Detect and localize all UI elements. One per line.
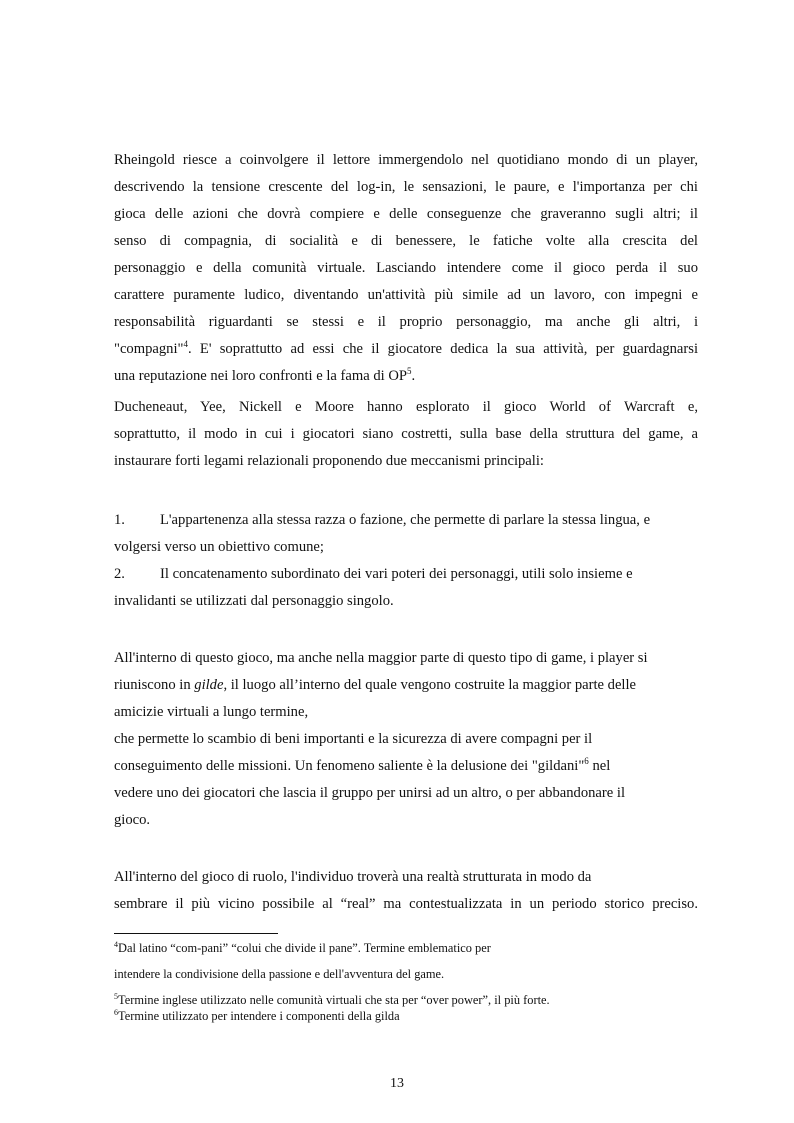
text-span: una reputazione nei loro confronti e la fama di OP [114,368,407,384]
text-line: che permette lo scambio di beni importanti e la sicurezza di avere compagni per il [114,731,593,747]
footnote-6 [114,1008,704,1024]
list-number: 2. [114,566,125,582]
text-line: gioca delle azioni che dovrà compiere e delle conseguenze che graveranno sugli altri; il [114,206,698,222]
text-line [114,675,698,695]
text-span: "compagni" [114,341,184,357]
text-line: responsabilità riguardanti se stessi e il proprio personaggio, ma anche gli altri, i [114,314,698,330]
footnote-4 [114,940,704,956]
text-line: personaggio e della comunità virtuale. Lasciando intendere come il gioco perda il suo [114,260,698,276]
list-text: L'appartenenza alla stessa razza o fazione, che permette di parlare la stessa lingua, e [160,512,651,528]
text-line [114,339,698,359]
footnote-text: Termine utilizzato per intendere i componenti della gilda [118,1009,400,1023]
list-number: 1. [114,512,125,528]
text-line: Rheingold riesce a coinvolgere il lettore immergendolo nel quotidiano mondo di un player, [114,152,698,168]
page-number: 13 [390,1076,404,1091]
footnote-number: 6 [114,1008,118,1017]
text-line: senso di compagnia, di socialità e di benessere, le fatiche volte alla crescita del [114,233,698,249]
text-line: carattere puramente ludico, diventando un'attività più simile ad un lavoro, con impegni e [114,287,698,303]
list-item [114,564,698,584]
text-line [114,756,698,776]
footnote-text: Termine inglese utilizzato nelle comunità virtuali che sta per “over power”, il più forte. [118,993,550,1007]
text-line: gioco. [114,812,151,828]
footnote-ref-6: 6 [584,756,589,767]
emphasis-gilde: gilde [194,677,224,693]
footnote-number: 4 [114,940,118,949]
text-span: , il luogo all’interno del quale vengono costruite la maggior parte delle [223,677,637,693]
list-item [114,510,698,530]
list-item-continuation: volgersi verso un obiettivo comune; [114,539,324,555]
text-line: vedere uno dei giocatori che lascia il gruppo per unirsi ad un altro, o per abbandonare il [114,785,626,801]
footnote-text: Dal latino “com-pani” “colui che divide il pane”. Termine emblematico per [118,941,491,955]
text-line: descrivendo la tensione crescente del log-in, le sensazioni, le paure, e l'importanza per chi [114,179,698,195]
text-line: sembrare il più vicino possibile al “real” ma contestualizzata in un periodo storico preciso. [114,896,698,912]
text-line: Ducheneaut, Yee, Nickell e Moore hanno esplorato il gioco World of Warcraft e, [114,399,698,415]
text-span: nel [588,758,611,774]
text-span: . [411,368,416,384]
footnote-ref-5: 5 [407,366,412,377]
text-span: . E' soprattutto ad essi che il giocatore dedica la sua attività, per guardagnarsi [187,341,698,357]
text-line: instaurare forti legami relazionali proponendo due meccanismi principali: [114,453,544,469]
text-line: soprattutto, il modo in cui i giocatori siano costretti, sulla base della struttura del game, a [114,426,698,442]
text-span: riuniscono in [114,677,195,693]
footnote-4-continuation: intendere la condivisione della passione e dell'avventura del game. [114,967,445,981]
footnote-separator [114,933,278,934]
list-item-continuation: invalidanti se utilizzati dal personaggio singolo. [114,593,394,609]
footnote-number: 5 [114,992,118,1001]
text-line: All'interno di questo gioco, ma anche nella maggior parte di questo tipo di game, i player si [114,650,648,666]
text-line [114,366,698,386]
list-text: Il concatenamento subordinato dei vari poteri dei personaggi, utili solo insieme e [160,566,633,582]
footnote-ref-4: 4 [183,339,188,350]
text-line: amicizie virtuali a lungo termine, [114,704,309,720]
footnote-5 [114,992,704,1008]
text-line: All'interno del gioco di ruolo, l'individuo troverà una realtà strutturata in modo da [114,869,592,885]
text-span: conseguimento delle missioni. Un fenomeno saliente è la delusione dei "gildani" [114,758,585,774]
